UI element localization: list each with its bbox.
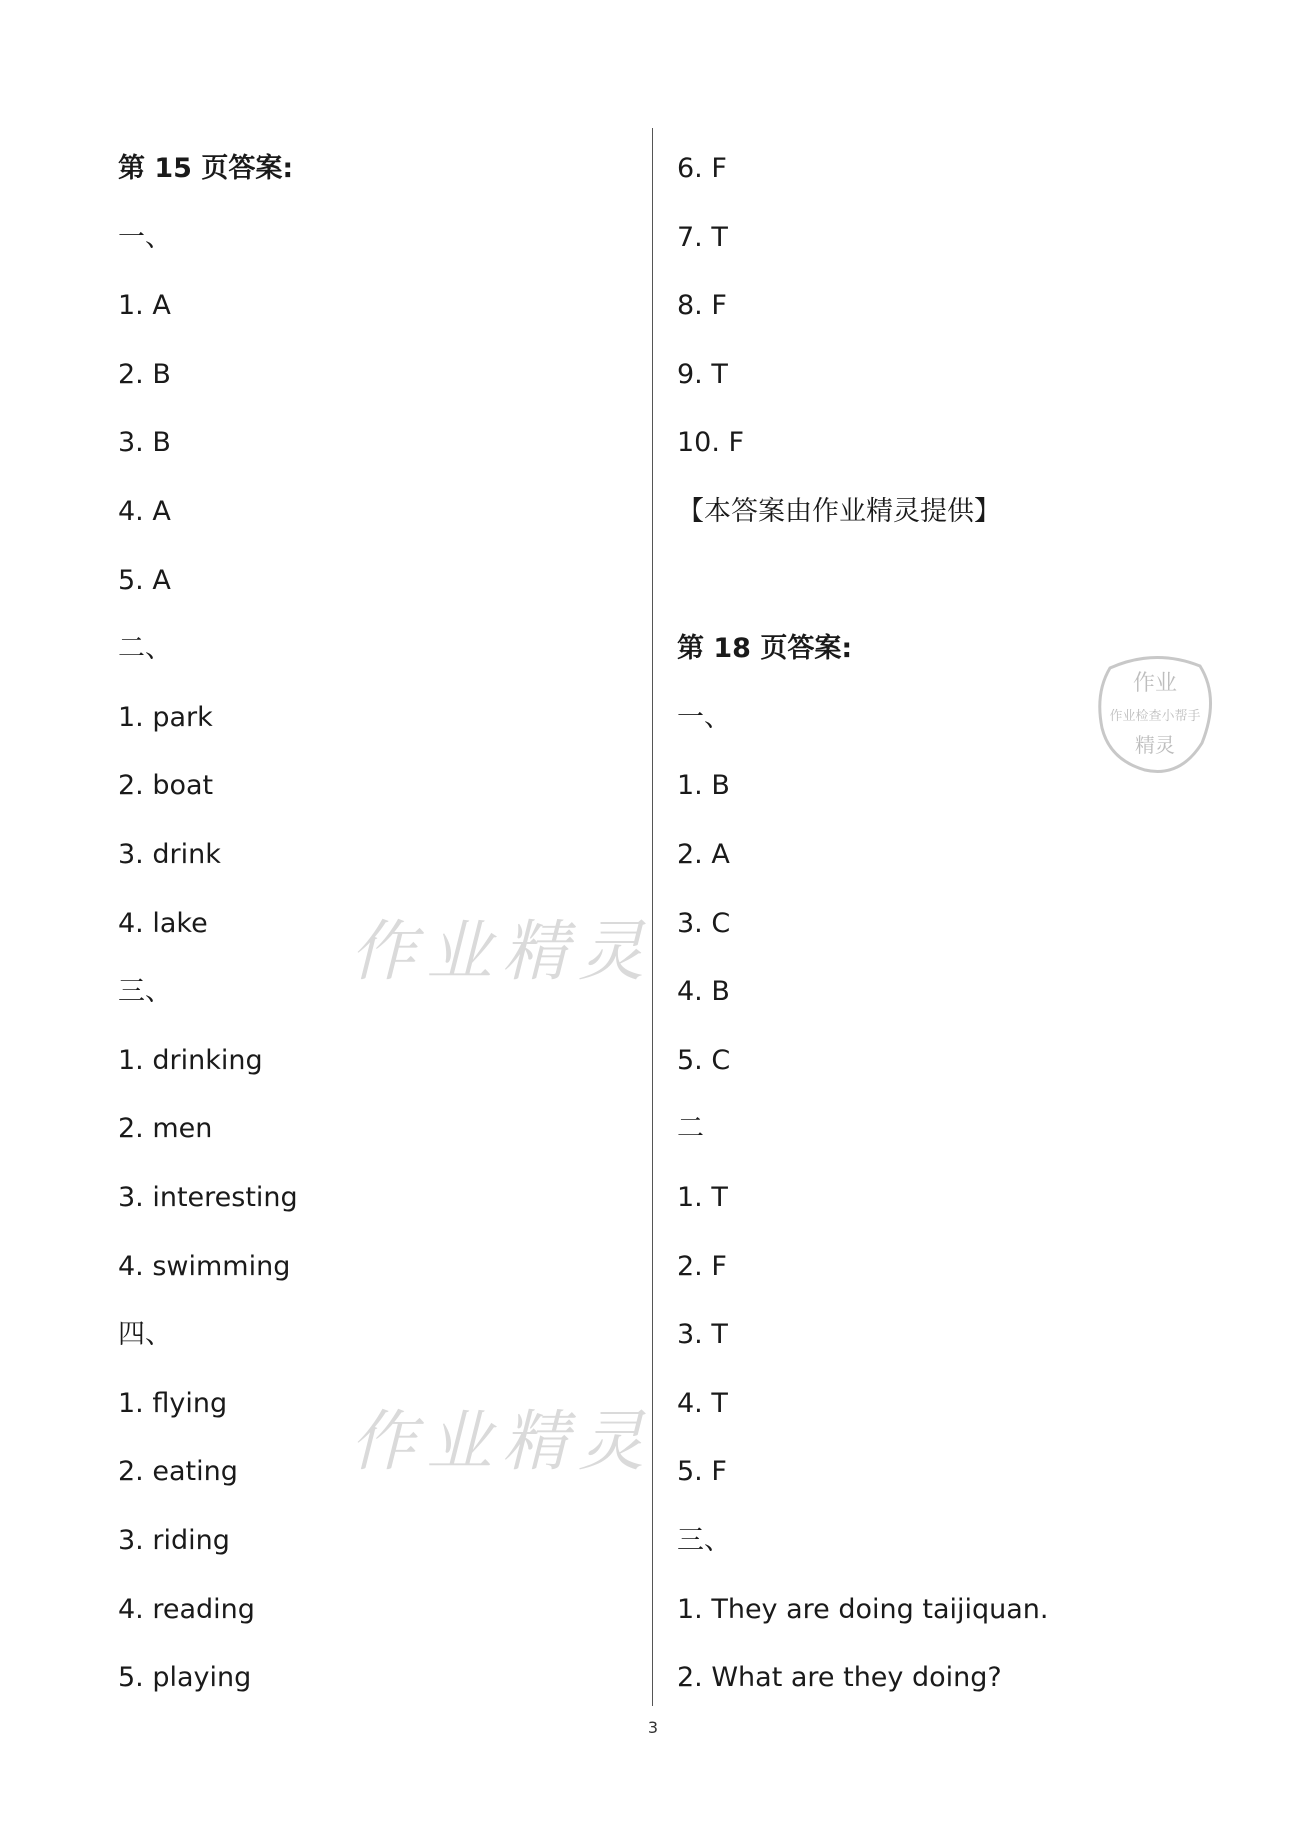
- answer-line: 6. F: [677, 153, 727, 184]
- answer-line: 2. A: [677, 839, 730, 870]
- answer-line: 1. They are doing taijiquan.: [677, 1593, 1049, 1625]
- answer-line: 5. F: [677, 1456, 727, 1488]
- answer-line: 1. T: [677, 1182, 728, 1213]
- answer-line: 二: [677, 1113, 704, 1145]
- answer-line: 【本答案由作业精灵提供】: [677, 496, 1001, 527]
- answer-line: 4. reading: [118, 1593, 255, 1625]
- answer-line: 一、: [677, 701, 731, 733]
- answer-line: 4. B: [677, 976, 730, 1008]
- answer-line: 5. A: [118, 564, 171, 596]
- answer-line: 4. A: [118, 496, 171, 527]
- answer-line: 3. C: [677, 907, 731, 939]
- answer-line: 8. F: [677, 290, 727, 322]
- watermark: 作业精灵: [350, 913, 654, 990]
- answer-line: 9. T: [677, 358, 728, 390]
- answer-line: 1. B: [677, 770, 730, 802]
- answer-line: 2. What are they doing?: [677, 1662, 1002, 1694]
- page-number: 3: [647, 1718, 659, 1737]
- answer-line: 2. eating: [118, 1456, 238, 1488]
- answer-line: 三、: [677, 1525, 731, 1556]
- answer-line: 4. swimming: [118, 1250, 291, 1282]
- answer-line: 3. drink: [118, 839, 221, 870]
- answer-line: 二、: [118, 633, 172, 665]
- section-heading: 第 18 页答案:: [677, 633, 853, 665]
- answer-line: 4. lake: [118, 907, 208, 939]
- answer-line: 1. park: [118, 701, 213, 733]
- answer-line: 5. playing: [118, 1662, 252, 1694]
- answer-line: 2. B: [118, 358, 171, 390]
- answer-line: 3. riding: [118, 1525, 230, 1556]
- stamp-bottom-text: 精灵: [1135, 733, 1175, 757]
- answer-line: 3. T: [677, 1319, 728, 1351]
- answer-line: 1. A: [118, 290, 171, 322]
- answer-line: 7. T: [677, 221, 728, 253]
- stamp-middle-text: 作业检查小帮手: [1109, 709, 1201, 724]
- answer-line: 2. F: [677, 1250, 727, 1282]
- answer-line: 3. B: [118, 427, 171, 459]
- answer-line: 三、: [118, 976, 172, 1008]
- stamp-top-text: 作业: [1132, 671, 1178, 696]
- answer-line: 10. F: [677, 427, 745, 459]
- answer-line: 2. men: [118, 1113, 213, 1145]
- answer-line: 5. C: [677, 1044, 731, 1076]
- watermark: 作业精灵: [350, 1403, 654, 1480]
- answer-line: 2. boat: [118, 770, 214, 802]
- answer-line: 1. flying: [118, 1387, 228, 1419]
- stamp-logo: [1090, 648, 1220, 780]
- section-heading: 第 15 页答案:: [118, 153, 294, 184]
- answer-line: 一、: [118, 221, 172, 253]
- answer-line: 3. interesting: [118, 1182, 298, 1213]
- answer-line: 4. T: [677, 1387, 728, 1419]
- answer-line: 四、: [118, 1319, 172, 1351]
- answer-line: 1. drinking: [118, 1044, 263, 1076]
